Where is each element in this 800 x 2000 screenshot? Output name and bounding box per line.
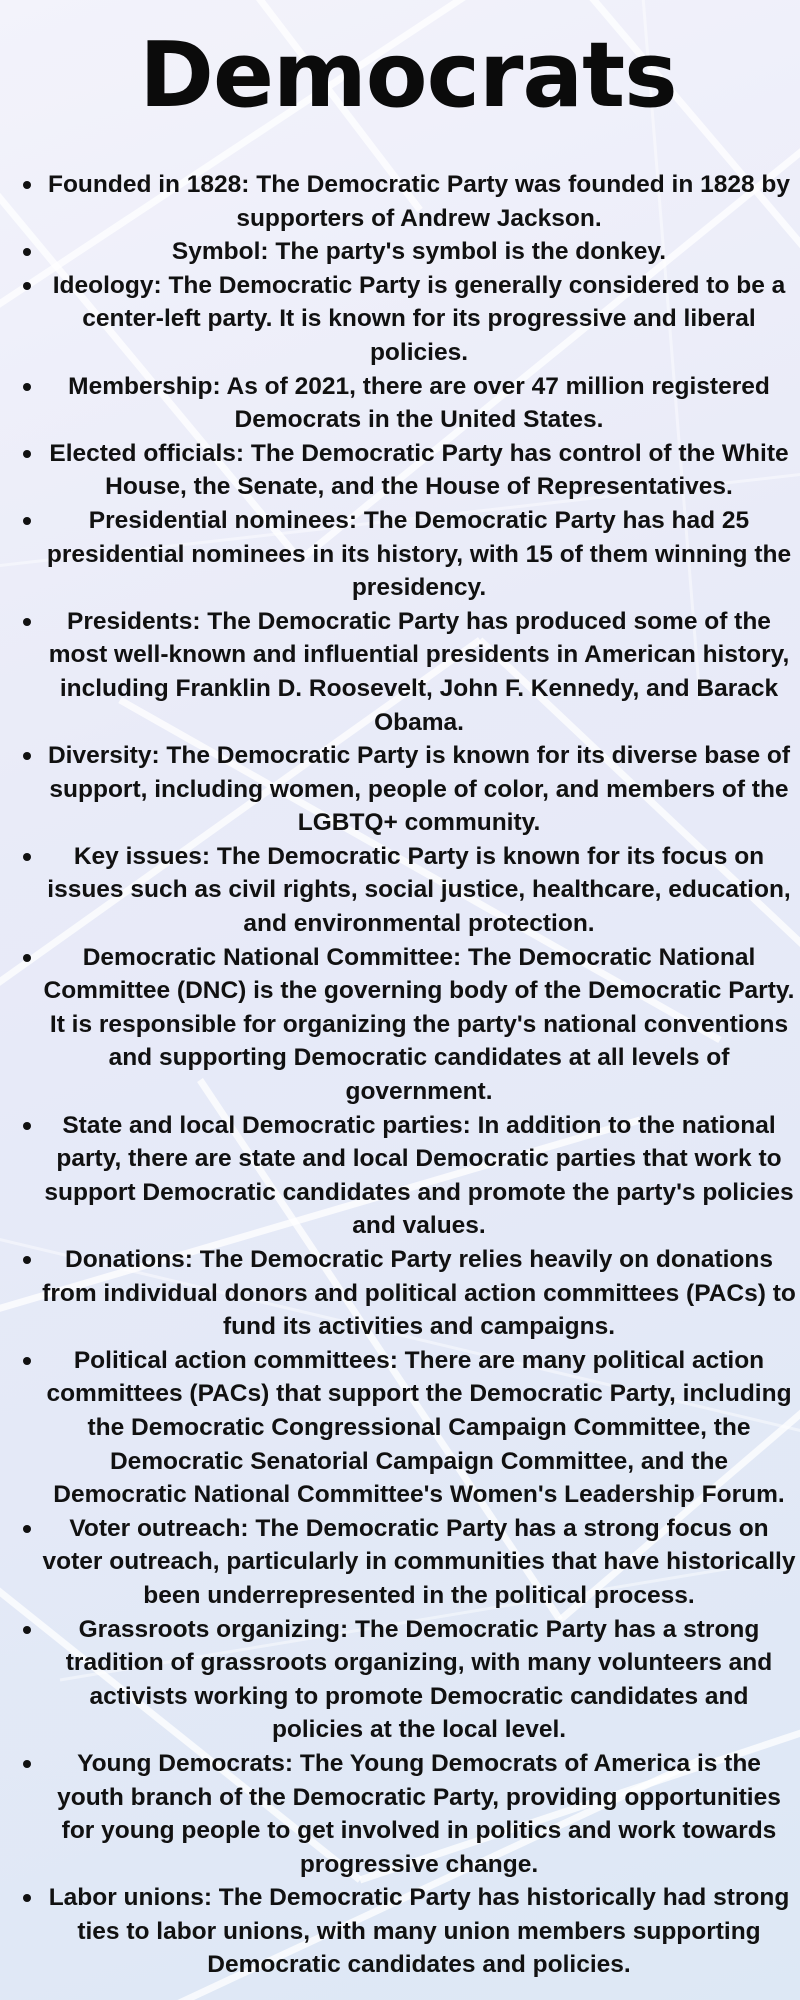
list-item-text: Membership: As of 2021, there are over 47 million registered Democrats in the United States.	[68, 372, 770, 434]
bullet-dot-icon	[23, 282, 31, 290]
list-item-text: Young Democrats: The Young Democrats of America is the youth branch of the Democratic Party, providing opportunities for young people to get involved in politics and work towards progressive change.	[57, 1749, 781, 1878]
bullet-dot-icon	[23, 181, 31, 189]
list-item-text: Elected officials: The Democratic Party has control of the White House, the Senate, and the House of Representatives.	[49, 439, 789, 501]
bullet-dot-icon	[23, 248, 31, 256]
list-item	[30, 1344, 796, 1512]
list-item-text: Labor unions: The Democratic Party has historically had strong ties to labor unions, with many union members supporting Democratic candidates and policies.	[48, 1884, 790, 1979]
list-item-text: Founded in 1828: The Democratic Party was founded in 1828 by supporters of Andrew Jackson.	[48, 171, 790, 232]
list-item	[30, 504, 796, 605]
bullet-dot-icon	[23, 618, 31, 626]
list-item	[30, 437, 796, 504]
list-item	[30, 1881, 796, 1982]
list-item	[30, 1747, 796, 1881]
list-item-text: Presidential nominees: The Democratic Party has had 25 presidential nominees in its history, with 15 of them winning the presidency.	[46, 506, 792, 602]
list-item-text: Diversity: The Democratic Party is known for its diverse base of support, including women, people of color, and members of the LGBTQ+ community.	[47, 742, 791, 837]
list-item	[30, 1512, 796, 1613]
list-item	[30, 168, 796, 235]
bullet-dot-icon	[23, 1357, 31, 1365]
list-item-text: Grassroots organizing: The Democratic Party has a strong tradition of grassroots organizing, with many volunteers and activists working to promote Democratic candidates and policies at the local level.	[65, 1615, 773, 1744]
list-item-text: State and local Democratic parties: In addition to the national party, there are state and local Democratic parties that work to support Democratic candidates and promote the party's policies and values.	[44, 1111, 794, 1240]
list-item	[30, 739, 796, 840]
list-item-text: Symbol: The party's symbol is the donkey.	[171, 238, 667, 266]
list-item	[30, 605, 796, 739]
list-item	[30, 1109, 796, 1243]
list-item	[30, 1243, 796, 1344]
facts-list	[30, 168, 796, 1982]
list-item	[30, 269, 796, 370]
bullet-dot-icon	[23, 1122, 31, 1130]
list-item	[30, 235, 796, 269]
bullet-dot-icon	[23, 954, 31, 962]
bullet-dot-icon	[23, 853, 31, 861]
list-item-text: Key issues: The Democratic Party is known for its focus on issues such as civil rights, social justice, healthcare, education, and environmental protection.	[47, 842, 791, 938]
bullet-dot-icon	[23, 517, 31, 525]
page-title: Democrats	[139, 23, 677, 128]
list-item	[30, 370, 796, 437]
list-item-text: Voter outreach: The Democratic Party has a strong focus on voter outreach, particularly in communities that have historically been underrepresented in the political process.	[42, 1514, 796, 1609]
bullet-dot-icon	[23, 1760, 31, 1768]
list-item-text: Donations: The Democratic Party relies heavily on donations from individual donors and political action committees (PACs) to fund its activities and campaigns.	[42, 1246, 796, 1341]
bullet-dot-icon	[23, 383, 31, 391]
bullet-dot-icon	[23, 1256, 31, 1264]
list-item-text: Political action committees: There are many political action committees (PACs) that support the Democratic Party, including the Democratic Congressional Campaign Committee, the Democratic Senatorial Campaign Committee, and the Democratic National Committee's Women's Leadership Forum.	[46, 1346, 792, 1509]
list-item	[30, 941, 796, 1109]
list-item-text: Ideology: The Democratic Party is generally considered to be a center-left party. It is known for its progressive and liberal policies.	[52, 271, 786, 366]
bullet-dot-icon	[23, 1626, 31, 1634]
bullet-dot-icon	[23, 1894, 31, 1902]
list-item	[30, 1613, 796, 1747]
bullet-dot-icon	[23, 1525, 31, 1533]
list-item-text: Democratic National Committee: The Democratic National Committee (DNC) is the governing body of the Democratic Party. It is responsible for organizing the party's national conventions and supporting Democratic candidates at all levels of government.	[43, 943, 795, 1106]
bullet-dot-icon	[23, 752, 31, 760]
list-item-text: Presidents: The Democratic Party has produced some of the most well-known and influential presidents in American history, including Franklin D. Roosevelt, John F. Kennedy, and Barack Obama.	[48, 607, 790, 736]
list-item	[30, 840, 796, 941]
bullet-dot-icon	[23, 450, 31, 458]
